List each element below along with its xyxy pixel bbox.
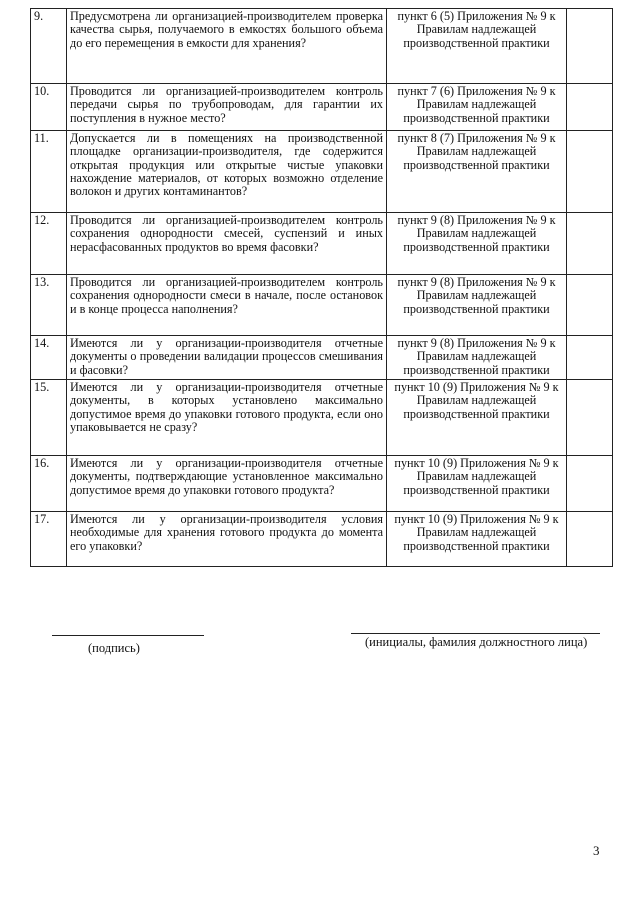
question-cell: Проводится ли организацией-производителем контроль передачи сырья по трубопроводам, для гарантии их поступления в нужное место?	[67, 84, 387, 131]
answer-cell	[567, 131, 613, 213]
table-row	[31, 275, 613, 336]
row-number: 10.	[31, 84, 67, 131]
reference-cell: пункт 10 (9) Приложения № 9 к Правилам надлежащей производственной практики	[387, 456, 567, 512]
reference-cell: пункт 9 (8) Приложения № 9 к Правилам надлежащей производственной практики	[387, 213, 567, 275]
row-number: 16.	[31, 456, 67, 512]
question-cell: Имеются ли у организации-производителя условия необходимые для хранения готового продукта до момента его упаковки?	[67, 512, 387, 567]
page-number: 3	[593, 843, 600, 858]
question-cell: Имеются ли у организации-производителя отчетные документы, подтверждающие установленное максимально допустимое время до упаковки готового продукта?	[67, 456, 387, 512]
name-line	[351, 633, 600, 634]
signature-line	[52, 635, 204, 636]
question-cell: Проводится ли организацией-производителем контроль сохранения однородности смеси в начале, после остановок и в конце процесса наполнения?	[67, 275, 387, 336]
row-number: 13.	[31, 275, 67, 336]
reference-cell: пункт 6 (5) Приложения № 9 к Правилам надлежащей производственной практики	[387, 9, 567, 84]
answer-cell	[567, 336, 613, 380]
table-row	[31, 380, 613, 456]
reference-cell: пункт 9 (8) Приложения № 9 к Правилам надлежащей производственной практики	[387, 275, 567, 336]
row-number: 14.	[31, 336, 67, 380]
table-row	[31, 336, 613, 380]
table-row	[31, 9, 613, 84]
name-label: (инициалы, фамилия должностного лица)	[365, 635, 588, 649]
row-number: 15.	[31, 380, 67, 456]
reference-cell: пункт 7 (6) Приложения № 9 к Правилам надлежащей производственной практики	[387, 84, 567, 131]
table-row	[31, 84, 613, 131]
answer-cell	[567, 380, 613, 456]
row-number: 17.	[31, 512, 67, 567]
answer-cell	[567, 84, 613, 131]
reference-cell: пункт 8 (7) Приложения № 9 к Правилам надлежащей производственной практики	[387, 131, 567, 213]
answer-cell	[567, 9, 613, 84]
table-row	[31, 213, 613, 275]
question-cell: Допускается ли в помещениях на производственной площадке организации-производителя, где содержится открытая продукция или открытые чистые упаковки нахождение материалов, от которых возможно отделение волокон и других контаминантов?	[67, 131, 387, 213]
answer-cell	[567, 275, 613, 336]
answer-cell	[567, 456, 613, 512]
table-row	[31, 131, 613, 213]
question-cell: Проводится ли организацией-производителем контроль сохранения однородности смесей, суспензий и иных нерасфасованных продуктов во время фасовки?	[67, 213, 387, 275]
checklist-table	[30, 8, 613, 567]
question-cell: Имеются ли у организации-производителя отчетные документы, в которых установлено максимально допустимое время до упаковки готового продукта, если оно упаковывается не сразу?	[67, 380, 387, 456]
answer-cell	[567, 512, 613, 567]
row-number: 12.	[31, 213, 67, 275]
reference-cell: пункт 9 (8) Приложения № 9 к Правилам надлежащей производственной практики	[387, 336, 567, 380]
table-row	[31, 512, 613, 567]
row-number: 9.	[31, 9, 67, 84]
row-number: 11.	[31, 131, 67, 213]
question-cell: Предусмотрена ли организацией-производителем проверка качества сырья, получаемого в емкостях большого объема до его перемещения в емкости для хранения?	[67, 9, 387, 84]
question-cell: Имеются ли у организации-производителя отчетные документы о проведении валидации процессов смешивания и фасовки?	[67, 336, 387, 380]
table-row	[31, 456, 613, 512]
answer-cell	[567, 213, 613, 275]
reference-cell: пункт 10 (9) Приложения № 9 к Правилам надлежащей производственной практики	[387, 512, 567, 567]
signature-label: (подпись)	[88, 641, 140, 655]
reference-cell: пункт 10 (9) Приложения № 9 к Правилам надлежащей производственной практики	[387, 380, 567, 456]
